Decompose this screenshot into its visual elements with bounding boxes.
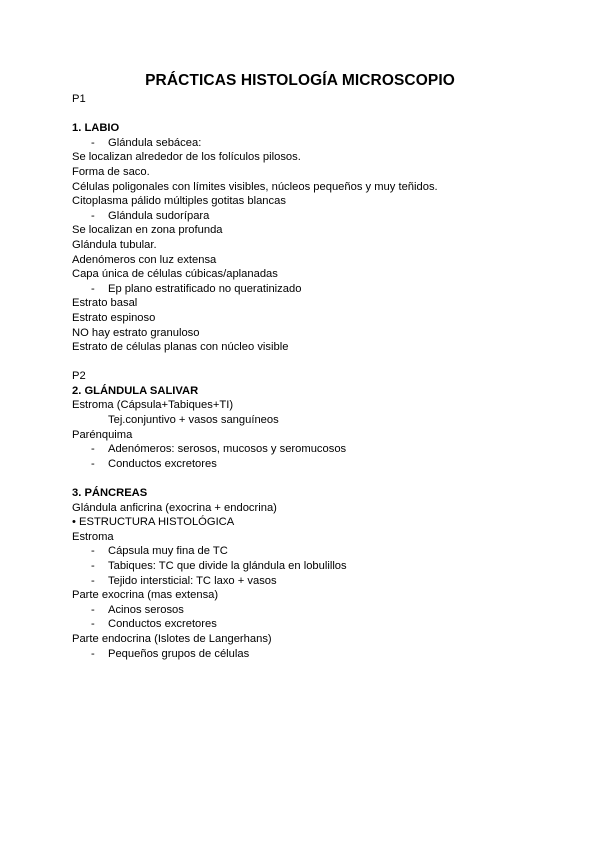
text-line: Citoplasma pálido múltiples gotitas blancas	[72, 195, 286, 208]
document-body	[72, 92, 532, 661]
section-heading-pancreas: 3. PÁNCREAS	[72, 487, 148, 500]
section-heading-glandula-salivar: 2. GLÁNDULA SALIVAR	[72, 384, 199, 397]
text-line: Estroma	[72, 530, 114, 543]
bullet-item: - Conductos excretores	[72, 457, 532, 472]
bullet-item: - Pequeños grupos de células	[72, 647, 532, 662]
bullet-item: - Acinos serosos	[72, 603, 532, 618]
spacer	[72, 107, 532, 122]
text-line: Adenómeros con luz extensa	[72, 253, 217, 266]
section-list-labio	[72, 136, 532, 355]
text-line: Forma de saco.	[72, 165, 150, 178]
section-label-p1: P1	[72, 93, 86, 105]
text-line: Estrato espinoso	[72, 311, 156, 324]
section-label-p2: P2	[72, 370, 86, 383]
text-line: Estroma (Cápsula+Tabiques+TI)	[72, 399, 234, 412]
text-line: Tej.conjuntivo + vasos sanguíneos	[108, 414, 279, 427]
bullet-item: - Tejido intersticial: TC laxo + vasos	[72, 574, 532, 589]
text-line: Capa única de células cúbicas/aplanadas	[72, 268, 278, 281]
text-line: Estrato de células planas con núcleo visible	[72, 341, 289, 354]
text-line: • ESTRUCTURA HISTOLÓGICA	[72, 516, 235, 529]
page-title: PRÁCTICAS HISTOLOGÍA MICROSCOPIO	[145, 72, 455, 89]
text-line: NO hay estrato granuloso	[72, 326, 200, 339]
bullet-item: - Tabiques: TC que divide la glándula en lobulillos	[72, 559, 532, 574]
text-line: Parte endocrina (Islotes de Langerhans)	[72, 632, 272, 645]
bullet-item: - Adenómeros: serosos, mucosos y seromucosos	[72, 442, 532, 457]
spacer	[72, 471, 532, 486]
bullet-item: - Glándula sudorípara	[72, 209, 532, 224]
text-line: Parénquima	[72, 428, 133, 441]
text-line: Se localizan alrededor de los folículos pilosos.	[72, 151, 301, 164]
bullet-item: - Conductos excretores	[72, 617, 532, 632]
text-line: Células poligonales con límites visibles, núcleos pequeños y muy teñidos.	[72, 180, 438, 193]
text-line: Glándula anficrina (exocrina + endocrina)	[72, 501, 277, 514]
bullet-item: - Glándula sebácea:	[72, 136, 532, 151]
text-line: Glándula tubular.	[72, 238, 157, 251]
text-line: Parte exocrina (mas extensa)	[72, 589, 219, 602]
section-heading-labio: 1. LABIO	[72, 122, 120, 135]
bullet-item: - Cápsula muy fina de TC	[72, 544, 532, 559]
spacer	[72, 355, 532, 370]
text-line: Se localizan en zona profunda	[72, 224, 223, 237]
text-line: Estrato basal	[72, 297, 138, 310]
section-list-pancreas	[72, 501, 532, 662]
section-list-glandula-salivar	[72, 398, 532, 471]
bullet-item: - Ep plano estratificado no queratinizado	[72, 282, 532, 297]
